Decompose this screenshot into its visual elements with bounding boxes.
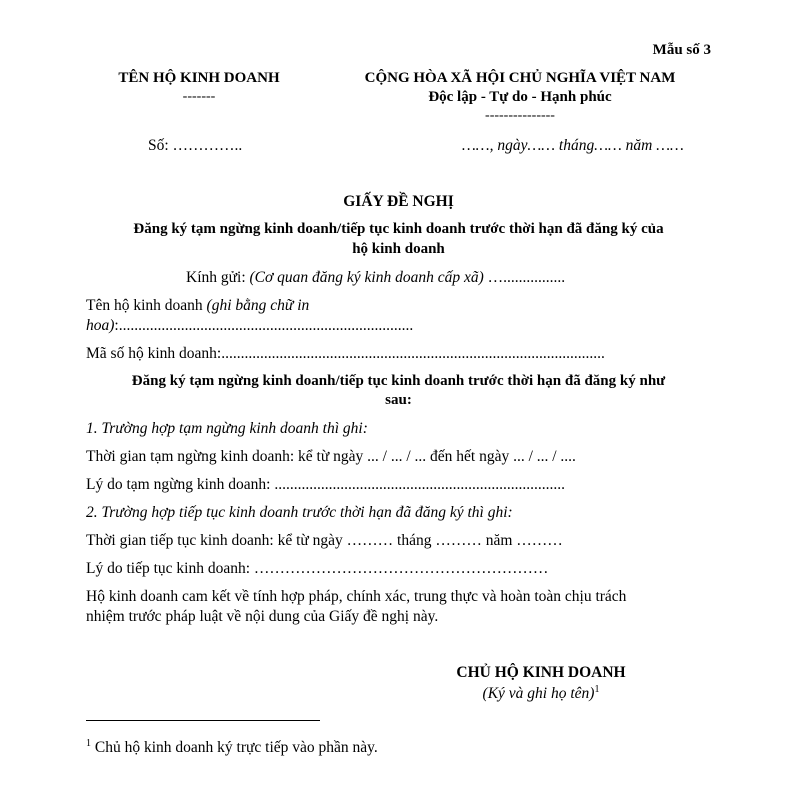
business-name-line1 — [86, 297, 309, 315]
section-heading-line1: Đăng ký tạm ngừng kinh doanh/tiếp tục kinh doanh trước thời hạn đã đăng ký như — [131, 373, 666, 389]
recipient-value: (Cơ quan đăng ký kinh doanh cấp xã) — [249, 269, 484, 286]
document-subtitle-line2: hộ kinh doanh — [352, 241, 445, 257]
tax-code-dots: ................................................................................................... — [221, 345, 605, 362]
right-header-divider: --------------- — [485, 108, 555, 123]
case1-heading: 1. Trường hợp tạm ngừng kinh doanh thì ghi: — [86, 420, 368, 437]
footnote-ref: 1 — [86, 738, 91, 749]
business-name-label: Tên hộ kinh doanh — [86, 297, 203, 314]
signature-title: CHỦ HỘ KINH DOANH — [456, 664, 626, 681]
business-name-dots: :............................................................................ — [114, 317, 414, 334]
case1-period: Thời gian tạm ngừng kinh doanh: kể từ ngày ... / ... / ... đến hết ngày ... / ... / .... — [86, 448, 576, 465]
commitment-line2: nhiệm trước pháp luật về nội dung của Giấy đề nghị này. — [86, 608, 439, 625]
document-number-line: Số: ………….. — [148, 137, 243, 154]
section-heading-line2: sau: — [385, 392, 412, 408]
business-name-header: TÊN HỘ KINH DOANH — [118, 70, 280, 86]
footnote — [86, 738, 378, 757]
commitment-line1: Hộ kinh doanh cam kết về tính hợp pháp, chính xác, trung thực và hoàn toàn chịu trách — [86, 588, 627, 605]
signature-note — [400, 684, 682, 703]
recipient-line — [186, 269, 565, 287]
business-name-hint-end: hoa) — [86, 317, 115, 334]
left-header-divider: ------- — [182, 89, 216, 104]
date-line: ……, ngày…… tháng…… năm …… — [462, 137, 684, 154]
footnote-separator — [86, 720, 320, 721]
tax-code-line — [86, 345, 605, 363]
country-name: CỘNG HÒA XÃ HỘI CHỦ NGHĨA VIỆT NAM — [364, 70, 676, 86]
signature-note-text: (Ký và ghi họ tên) — [482, 685, 595, 703]
signature-footnote-ref: 1 — [594, 684, 600, 695]
case2-reason: Lý do tiếp tục kinh doanh: ………………………………………………… — [86, 560, 549, 577]
case1-reason: Lý do tạm ngừng kinh doanh: ........................................................................... — [86, 476, 565, 493]
business-name-hint: (ghi bằng chữ in — [206, 297, 310, 314]
document-title: GIẤY ĐỀ NGHỊ — [343, 193, 454, 210]
case2-heading: 2. Trường hợp tiếp tục kinh doanh trước thời hạn đã đăng ký thì ghi: — [86, 504, 513, 521]
footnote-text: Chủ hộ kinh doanh ký trực tiếp vào phần này. — [91, 739, 378, 757]
form-number: Mẫu số 3 — [652, 42, 711, 58]
recipient-label: Kính gửi: — [186, 269, 246, 286]
national-motto: Độc lập - Tự do - Hạnh phúc — [428, 89, 612, 105]
document-subtitle-line1: Đăng ký tạm ngừng kinh doanh/tiếp tục kinh doanh trước thời hạn đã đăng ký của — [133, 221, 664, 237]
recipient-dots: …................ — [487, 269, 566, 286]
business-name-line2 — [86, 317, 413, 335]
tax-code-label: Mã số hộ kinh doanh: — [86, 345, 222, 362]
case2-period: Thời gian tiếp tục kinh doanh: kể từ ngày ……… tháng ……… năm ……… — [86, 532, 563, 549]
